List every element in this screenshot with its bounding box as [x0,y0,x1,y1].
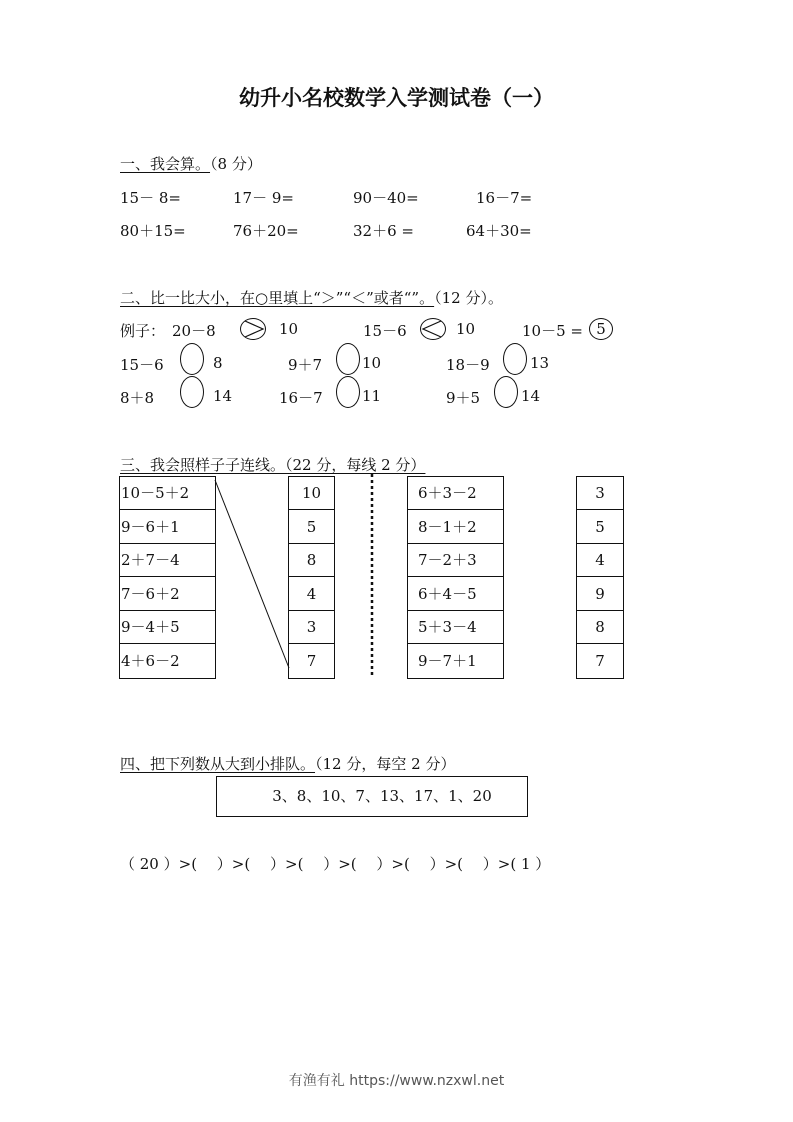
match-cell[interactable]: 6＋4－5 [408,578,503,611]
compare-answer-circle[interactable] [336,343,360,375]
compare-left: 9＋5 [446,389,481,407]
section-1-score: （8 分） [210,155,262,173]
section-4-heading: 四、把下列数从大到小排队。 [120,755,316,773]
example-left: 15－6 [363,322,407,340]
compare-answer-circle[interactable] [494,376,518,408]
match-cell[interactable]: 2＋7－4 [120,544,215,577]
calc-item: 16－7= [476,189,533,207]
compare-answer-circle[interactable] [503,343,527,375]
compare-left: 8＋8 [120,389,155,407]
compare-right: 10 [362,354,382,372]
compare-answer-circle[interactable] [180,376,204,408]
example-answer-circle [420,318,446,340]
match-cell[interactable]: 4＋6－2 [121,651,180,670]
calc-item: 90－40= [353,189,419,207]
compare-left: 15－6 [120,356,164,374]
section-3-heading-line [120,454,425,475]
calc-item: 64＋30= [466,222,532,240]
numbers-box [216,776,528,817]
compare-answer-circle[interactable] [336,376,360,408]
greater-than-mark [245,321,263,337]
calc-item: 80＋15= [120,222,186,240]
footer-watermark: 有渔有礼 https://www.nzxwl.net [288,1073,505,1089]
example-right: 10 [279,320,299,338]
match-cell[interactable]: 7－6＋2 [120,578,215,611]
match-cell[interactable]: 7 [595,651,605,670]
example-left: 20－8 [172,322,216,340]
match-cell[interactable]: 5 [577,511,623,544]
section-1-heading: 一、我会算。 [120,155,211,173]
match-cell[interactable]: 8－1＋2 [408,511,503,544]
match-cell[interactable]: 8 [577,611,623,644]
match-cell[interactable]: 4 [577,544,623,577]
compare-left: 16－7 [279,389,323,407]
compare-right: 14 [521,387,541,405]
match-cell[interactable]: 5＋3－4 [408,611,503,644]
numbers-list: 3、8、10、7、13、17、1、20 [272,787,492,805]
section-4-heading-line [120,753,455,774]
compare-right: 11 [362,387,382,405]
compare-left: 9＋7 [288,356,323,374]
match-cell[interactable]: 9－7＋1 [418,651,477,670]
calc-item: 76＋20= [233,222,299,240]
example-left: 10－5 = [522,322,583,340]
match-box-results-right [576,476,624,679]
compare-right: 14 [213,387,233,405]
match-cell[interactable]: 10 [289,477,334,510]
page-title: 幼升小名校数学入学测试卷（一） [239,86,554,110]
match-cell[interactable]: 8 [289,544,334,577]
compare-left: 18－9 [446,356,490,374]
match-cell[interactable]: 3 [289,611,334,644]
compare-answer-circle[interactable] [180,343,204,375]
calc-item: 32＋6 = [353,222,414,240]
compare-right: 13 [530,354,550,372]
example-connect-line [215,480,289,668]
match-cell[interactable]: 4 [289,578,334,611]
example-answer-circle: 5 [589,318,613,340]
section-2-heading: 二、比一比大小，在○里填上“＞”“＜”或者“”。 [120,289,435,307]
match-box-expressions-left [119,476,216,679]
match-cell[interactable]: 10－5＋2 [120,477,215,510]
match-cell[interactable]: 5 [289,511,334,544]
calc-item: 15－ 8= [120,189,181,207]
match-box-expressions-right [407,476,504,679]
match-cell[interactable]: 9－6＋1 [120,511,215,544]
match-cell[interactable]: 6＋3－2 [408,477,503,510]
compare-right: 8 [213,354,223,372]
calc-item: 17－ 9= [233,189,294,207]
ordering-answer-line[interactable]: （ 20 ）>( ）>( ）>( ）>( ）>( ）>( ）>( 1 ） [120,855,551,873]
match-cell[interactable]: 3 [577,477,623,510]
match-cell[interactable]: 7－2＋3 [408,544,503,577]
example-label: 例子： [120,322,166,340]
section-3-heading: 三、我会照样子子连线。（22 分，每线 2 分） [120,456,426,474]
section-2-score: （12 分）。 [434,289,503,307]
match-cell[interactable]: 9－4＋5 [120,611,215,644]
example-right: 10 [456,320,476,338]
match-box-results-left [288,476,335,679]
match-cell[interactable]: 7 [306,651,317,670]
match-cell[interactable]: 9 [577,578,623,611]
section-4-score: （12 分，每空 2 分） [315,755,456,773]
